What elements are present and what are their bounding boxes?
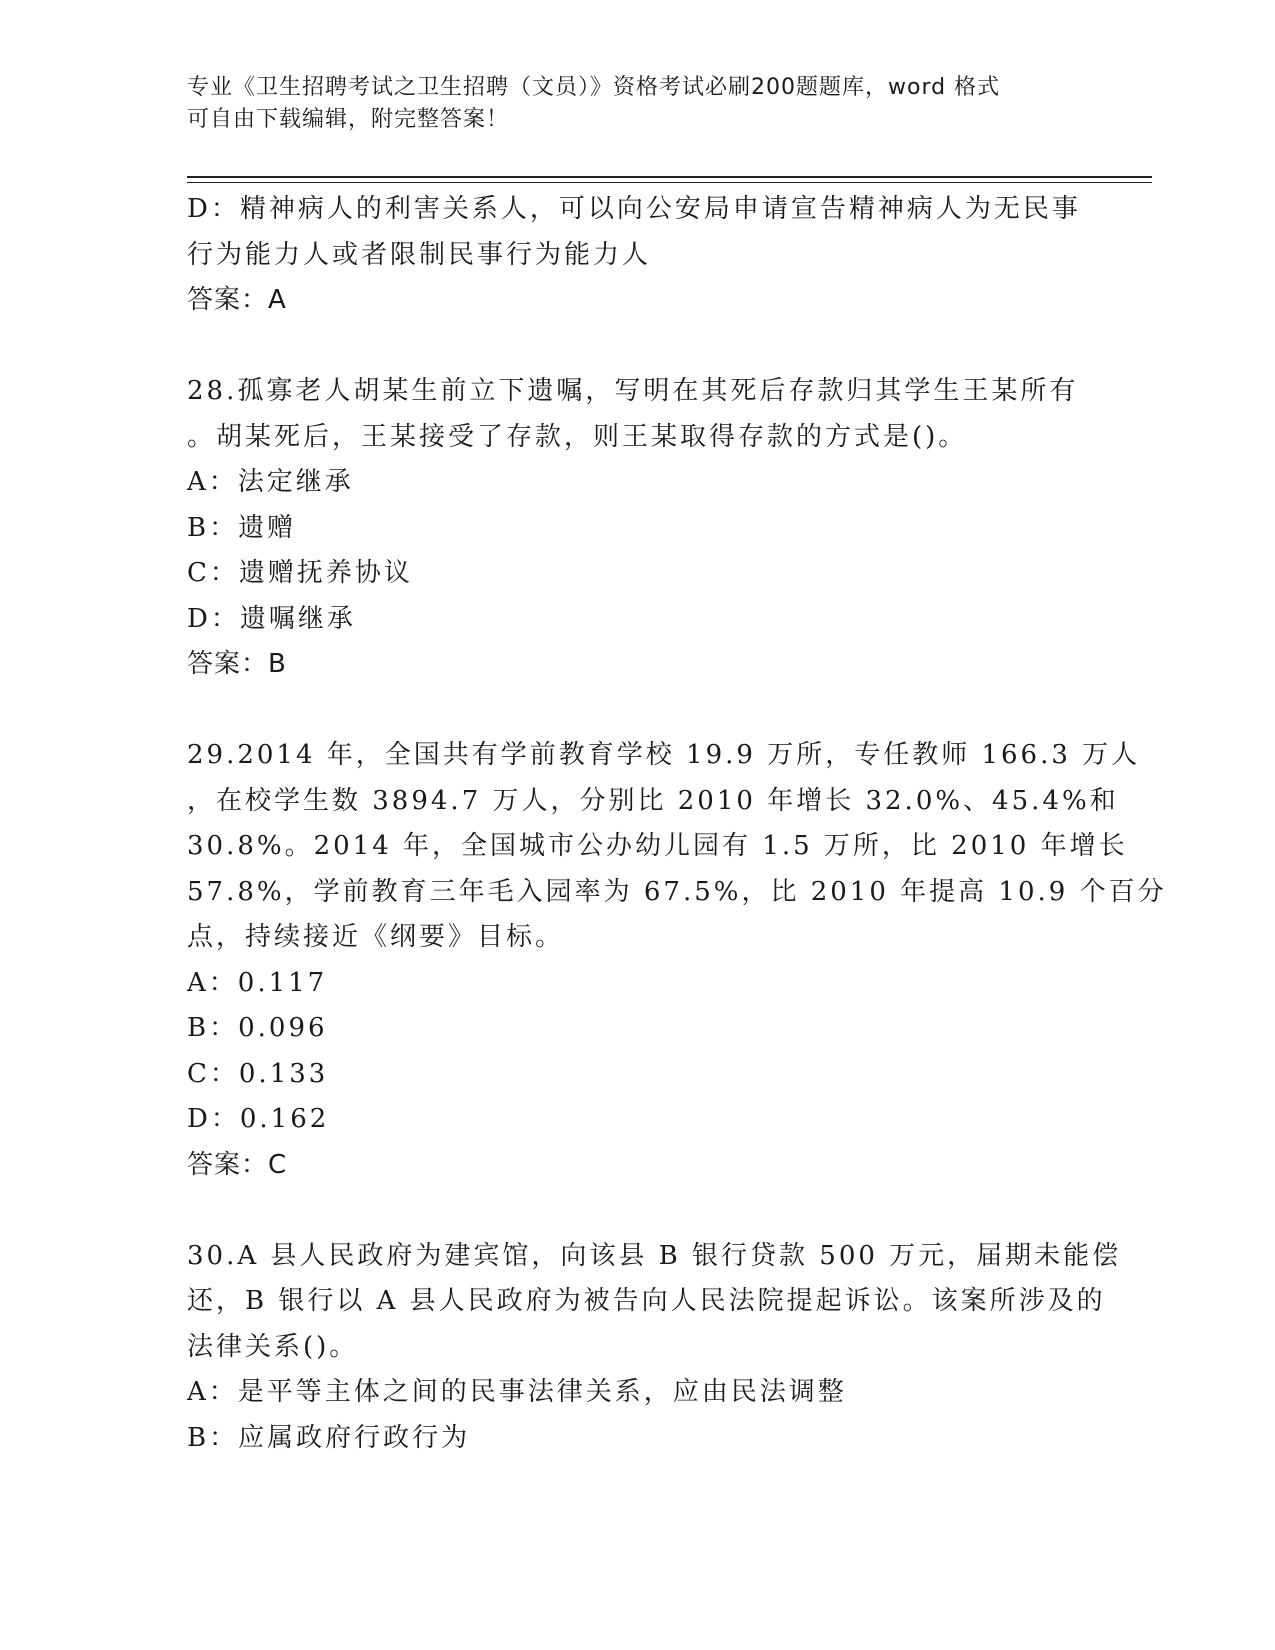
answer: 答案：B (187, 649, 287, 679)
question-stem-continued: ，在校学生数 3894.7 万人，分别比 2010 年增长 32.0%、45.4%和 (187, 785, 1119, 816)
option-b: B：遗赠 (187, 512, 297, 543)
question-29 (187, 733, 1167, 1188)
question-stem-continued: 30.8%。2014 年，全国城市公办幼儿园有 1.5 万所，比 2010 年增长 (187, 831, 1128, 861)
answer: 答案：A (187, 285, 287, 315)
question-27-tail (187, 187, 1087, 324)
option-b: B：应属政府行政行为 (187, 1422, 471, 1453)
question-stem-continued: 。胡某死后，王某接受了存款，则王某取得存款的方式是()。 (187, 421, 968, 452)
question-stem-continued: 57.8%，学前教育三年毛入园率为 67.5%，比 2010 年提高 10.9 个百分 (187, 876, 1167, 907)
spacer (187, 324, 1087, 370)
question-stem: 30.A 县人民政府为建宾馆，向该县 B 银行贷款 500 万元，届期未能偿 (187, 1240, 1122, 1271)
question-stem-continued: 法律关系()。 (187, 1331, 359, 1362)
option-a: A：法定继承 (187, 467, 354, 497)
header-divider-thin (187, 182, 1152, 183)
option-a: A：是平等主体之间的民事法律关系，应由民法调整 (187, 1377, 847, 1407)
header-divider-thick (187, 176, 1152, 178)
header-line-2: 可自由下载编辑，附完整答案！ (187, 107, 510, 132)
document-body (187, 187, 1167, 1461)
question-30 (187, 1234, 1122, 1462)
spacer (187, 1188, 1087, 1234)
question-stem: 28.孤寡老人胡某生前立下遗嘱，写明在其死后存款归其学生王某所有 (187, 376, 1079, 406)
header-line-1: 专业《卫生招聘考试之卫生招聘（文员）》资格考试必刷200题题库，word 格式 (187, 75, 1001, 100)
option-d: D：0.162 (187, 1104, 330, 1134)
option-b: B：0.096 (187, 1013, 328, 1043)
question-28 (187, 369, 1087, 688)
option-c: C：0.133 (187, 1058, 329, 1089)
question-stem-continued: 还，B 银行以 A 县人民政府为被告向人民法院提起诉讼。该案所涉及的 (187, 1286, 1106, 1316)
document-header (187, 72, 1067, 136)
option-d-continued: 行为能力人或者限制民事行为能力人 (187, 239, 652, 270)
option-a: A：0.117 (187, 967, 328, 998)
option-d: D：遗嘱继承 (187, 603, 356, 634)
question-stem-continued: 点，持续接近《纲要》目标。 (187, 922, 565, 952)
question-stem: 29.2014 年，全国共有学前教育学校 19.9 万所，专任教师 166.3 万人 (187, 740, 1141, 770)
option-c: C：遗赠抚养协议 (187, 558, 413, 588)
spacer (187, 688, 1087, 734)
answer: 答案：C (187, 1149, 288, 1180)
option-d: D：精神病人的利害关系人，可以向公安局申请宣告精神病人为无民事 (187, 194, 1081, 224)
